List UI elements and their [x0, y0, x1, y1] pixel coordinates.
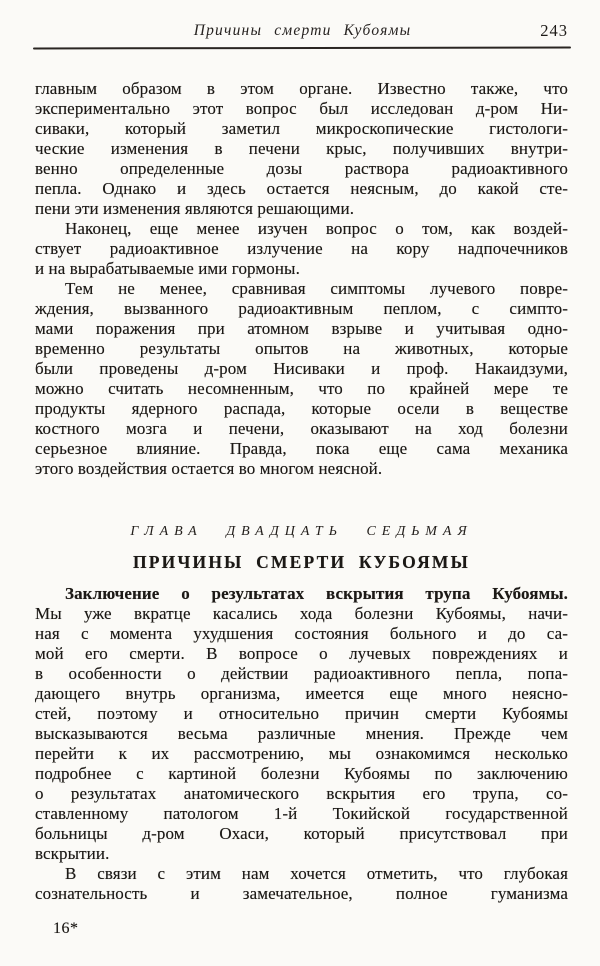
text-line: ствует радиоактивное излучение на кору надпочечников	[35, 239, 568, 258]
text-line: пени эти изменения являются решающими.	[35, 199, 355, 218]
text-line: Тем не менее, сравнивая симптомы лучевого повре-	[65, 279, 568, 298]
chapter-title: ПРИЧИНЫ СМЕРТИ КУБОЯМЫ	[132, 552, 471, 572]
text-line: этого воздействия остается во многом неясной.	[35, 459, 383, 478]
text-line: дающего внутрь организма, имеется еще много неясно-	[35, 684, 568, 703]
text-line: стей, поэтому и относительно причин смерти Кубоямы	[35, 704, 568, 723]
text-line: в особенности о действии радиоактивного пепла, попа-	[35, 664, 568, 683]
text-line: Наконец, еще менее изучен вопрос о том, как воздей-	[65, 219, 568, 238]
text-line: сознательность и замечательное, полное гуманизма	[35, 884, 568, 903]
chapter-heading	[35, 524, 568, 573]
text-line: и на вырабатываемые ими гормоны.	[35, 259, 300, 278]
text-line: главным образом в этом органе. Известно также, что	[35, 79, 568, 98]
text-line: продукты ядерного распада, которые осели в веществе	[35, 399, 568, 418]
text-line: серьезное влияние. Правда, пока еще сама механика	[35, 439, 568, 458]
text-line: вскрытии.	[35, 844, 110, 863]
text-line: подробнее с картиной болезни Кубоямы по заключению	[35, 764, 568, 783]
text-line: Заключение о результатах вскрытия трупа Кубоямы.	[65, 584, 568, 603]
text-line: экспериментально этот вопрос был исследован д-ром Ни-	[35, 99, 568, 118]
printer-signature-mark: 16*	[53, 920, 79, 937]
text-line: мой его смерти. В вопросе о лучевых повреждениях и	[35, 644, 568, 663]
text-line: ная с момента ухудшения состояния больного и до са-	[35, 624, 568, 643]
running-title: Причины смерти Кубоямы	[193, 22, 412, 39]
text-line: были проведены д-ром Нисиваки и проф. Накаидзуми,	[35, 359, 568, 378]
text-line: венно определенные дозы раствора радиоактивного	[35, 159, 568, 178]
body-text-upper	[35, 79, 568, 479]
text-line: больницы д-ром Охаси, который присутствовал при	[35, 824, 568, 843]
text-line: временно результаты опытов на животных, которые	[35, 339, 568, 358]
text-line: ставленному патологом 1-й Токийской государственной	[35, 804, 568, 823]
text-line: перейти к их рассмотрению, мы ознакомимся несколько	[35, 744, 568, 763]
text-line: можно считать несомненным, что по крайней мере те	[35, 379, 568, 398]
body-text-lower	[35, 584, 568, 904]
header-rule	[33, 47, 571, 50]
text-line: В связи с этим нам хочется отметить, что глубокая	[65, 864, 568, 883]
text-line: ческие изменения в печени крыс, получивших внутри-	[35, 139, 568, 158]
text-line: пепла. Однако и здесь остается неясным, до какой сте-	[35, 179, 568, 198]
text-line: ждения, вызванного радиоактивным пеплом, с симпто-	[35, 299, 568, 318]
chapter-kicker: ГЛАВА ДВАДЦАТЬ СЕДЬМАЯ	[130, 524, 473, 539]
text-line: сиваки, который заметил микроскопические гистологи-	[35, 119, 568, 138]
text-line: костного мозга и печени, оказывают на ход болезни	[35, 419, 568, 438]
text-line: мами поражения при атомном взрыве и учитывая одно-	[35, 319, 568, 338]
text-line: о результатах анатомического вскрытия его трупа, со-	[35, 784, 568, 803]
text-line: высказываются весьма различные мнения. Прежде чем	[35, 724, 568, 743]
text-line: Мы уже вкратце касались хода болезни Кубоямы, начи-	[35, 604, 568, 623]
page-number: 243	[540, 21, 568, 40]
running-head	[35, 22, 570, 42]
